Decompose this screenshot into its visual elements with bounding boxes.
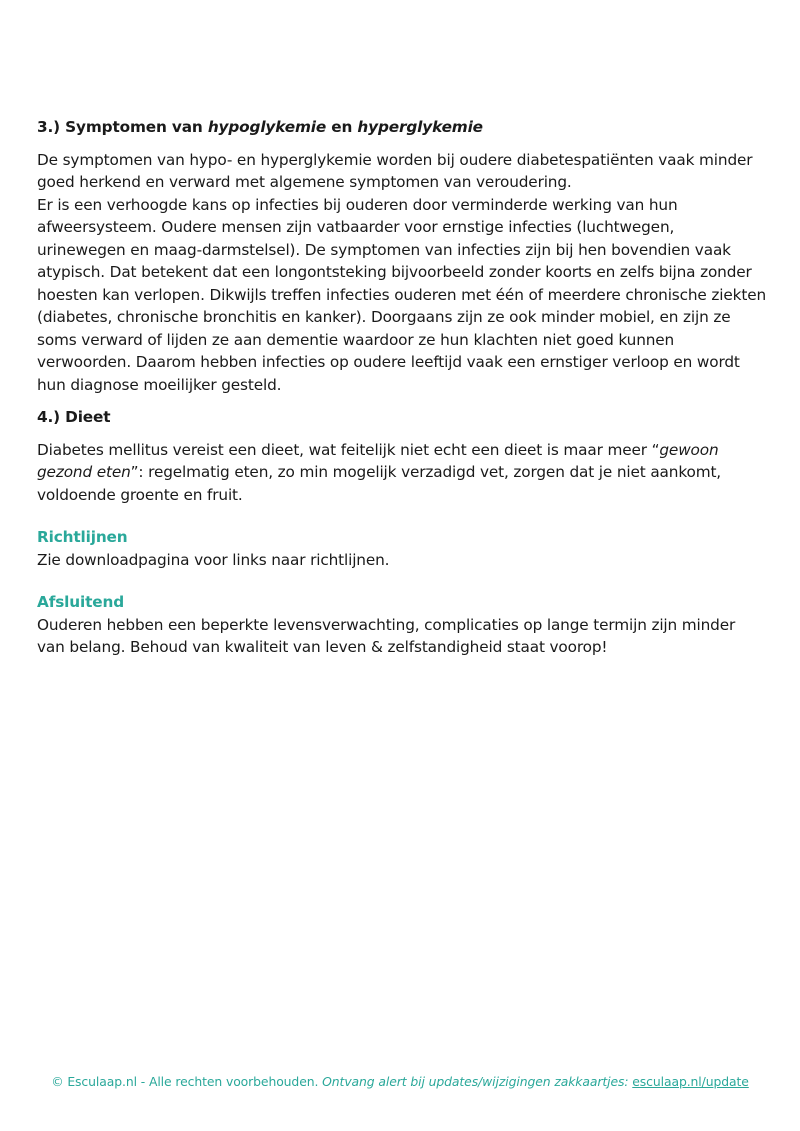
- document-body: [37, 116, 767, 659]
- afsluitend-text: Ouderen hebben een beperkte levensverwachting, complicaties op lange termijn zijn minder van belang. Behoud van kwaliteit van leven & zelfstandigheid staat voorop!: [37, 615, 736, 656]
- section-4-text-before: Diabetes mellitus vereist een dieet, wat feitelijk niet echt een dieet is maar meer: [37, 440, 652, 459]
- richtlijnen-text: Zie downloadpagina voor links naar richtlijnen.: [37, 550, 390, 569]
- section-3-term-hypo: hypoglykemie: [207, 118, 327, 136]
- section-3-paragraph-2: Er is een verhoogde kans op infecties bij ouderen door verminderde werking van hun afweersysteem. Oudere mensen zijn vatbaarder voor ernstige infecties (luchtwegen, urinewegen en maag-darmstelsel). De symptomen van infecties zijn bij hen bovendien vaak atypisch. Dat betekent dat een longontsteking bijvoorbeeld zonder koorts en zelfs bijna zonder hoesten kan verlopen. Dikwijls treffen infecties ouderen met één of meerdere chronische ziekten (diabetes, chronische bronchitis en kanker). Doorgaans zijn ze ook minder mobiel, en zijn ze soms verward of lijden ze aan dementie waardoor ze hun klachten niet goed kunnen verwoorden. Daarom hebben infecties op oudere leeftijd vaak een ernstiger verloop en wordt hun diagnose moeilijker gesteld.: [37, 195, 767, 394]
- richtlijnen-heading: Richtlijnen: [37, 528, 128, 546]
- footer-update-link[interactable]: esculaap.nl/update: [632, 1074, 749, 1089]
- section-4-text-after: ”: regelmatig eten, zo min mogelijk verzadigd vet, zorgen dat je niet aankomt, voldoende groente en fruit.: [37, 463, 722, 504]
- section-4-heading: 4.) Dieet: [37, 408, 111, 426]
- section-3-term-hyper: hyperglykemie: [357, 118, 483, 136]
- section-4-quote-open: “: [651, 440, 660, 459]
- section-4-italic-phrase: gewoon gezond eten: [37, 440, 719, 481]
- section-3-heading-mid: en: [326, 118, 358, 136]
- page-footer: [0, 1074, 800, 1089]
- section-3-heading: [37, 116, 767, 139]
- footer-copyright: © Esculaap.nl - Alle rechten voorbehouden.: [51, 1074, 323, 1089]
- section-3-paragraph-1: De symptomen van hypo- en hyperglykemie worden bij oudere diabetespatiënten vaak minder goed herkend en verward met algemene symptomen van veroudering.: [37, 150, 753, 191]
- afsluitend-heading: Afsluitend: [37, 593, 125, 611]
- footer-alert-text: Ontvang alert bij updates/wijzigingen zakkaartjes:: [322, 1074, 633, 1089]
- section-4-paragraph: [37, 439, 767, 507]
- section-3-heading-prefix: 3.) Symptomen van: [37, 118, 208, 136]
